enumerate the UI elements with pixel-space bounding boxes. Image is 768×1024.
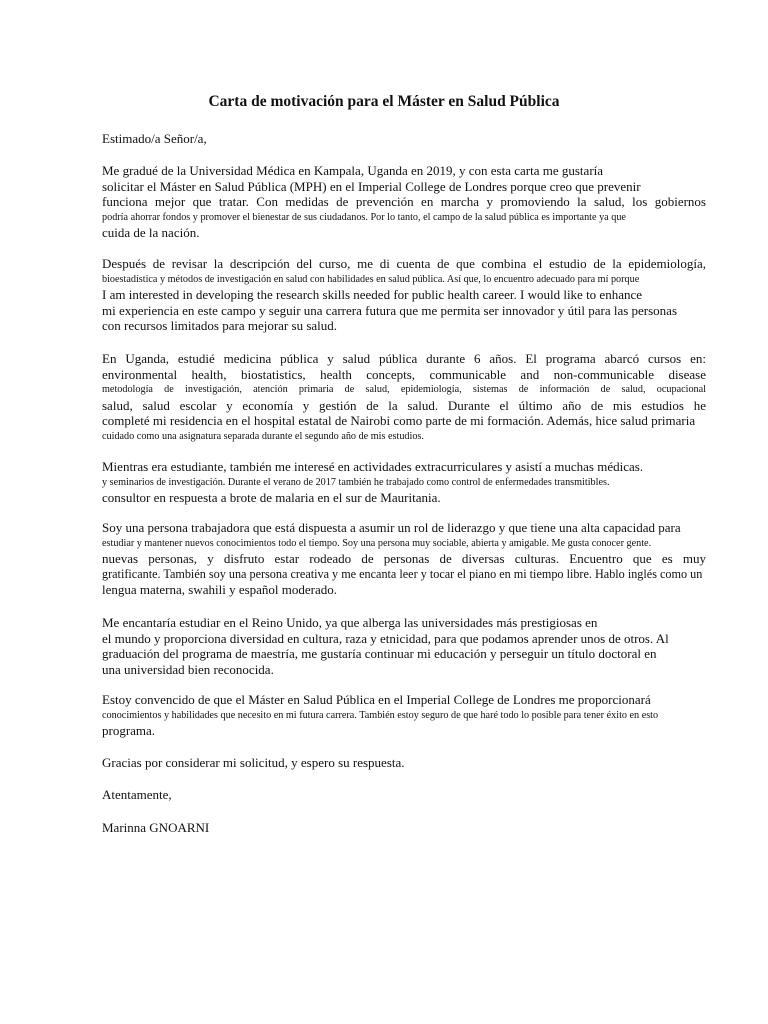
paragraph-line: consultor en respuesta a brote de malaria en el sur de Mauritania. (102, 490, 441, 505)
paragraph-line: con recursos limitados para mejorar su salud. (102, 318, 338, 333)
signature-name: Marinna GNOARNI (102, 820, 210, 835)
paragraph-line: y seminarios de investigación. Durante el verano de 2017 también he trabajado como control de enfermedades transmitibles. (102, 476, 610, 488)
paragraph-line: funciona mejor que tratar. Con medidas de prevención en marcha y promoviendo la salud, los gobiernos (102, 194, 706, 209)
paragraph-line: Soy una persona trabajadora que está dispuesta a asumir un rol de liderazgo y que tiene una alta capacidad para (102, 520, 681, 535)
paragraph-conviction (102, 692, 706, 739)
paragraph-course (102, 256, 706, 334)
paragraph-line: cuida de la nación. (102, 225, 200, 240)
paragraph-line: podría ahorrar fondos y promover el bienestar de sus ciudadanos. Por lo tanto, el campo de la salud pública es importante ya que (102, 211, 626, 223)
paragraph-line: I am interested in developing the research skills needed for public health career. I would like to enhance (102, 287, 643, 302)
signature (102, 820, 706, 836)
paragraph-line: Mientras era estudiante, también me interesé en actividades extracurriculares y asistí a muchas médicas. (102, 459, 644, 474)
paragraph-line: graduación del programa de maestría, me gustaría continuar mi educación y perseguir un título doctoral en (102, 646, 657, 661)
paragraph-line: una universidad bien reconocida. (102, 661, 274, 677)
thanks-line: Gracias por considerar mi solicitud, y espero su respuesta. (102, 755, 405, 770)
paragraph-line: salud, salud escolar y economía y gestión de la salud. Durante el último año de mis estudios he (102, 397, 706, 413)
paragraph-line: metodología de investigación, atención primaria de salud, epidemiología, sistemas de información de salud, ocupacional (102, 384, 706, 395)
paragraph-line: solicitar el Máster en Salud Pública (MPH) en el Imperial College de Londres porque creo que prevenir (102, 178, 641, 194)
paragraph-extracurricular (102, 459, 706, 506)
paragraph-line: lengua materna, swahili y español moderado. (102, 582, 338, 597)
closing-line: Atentamente, (102, 787, 172, 802)
greeting-line: Estimado/a Señor/a, (102, 131, 207, 146)
paragraph-uk (102, 615, 706, 677)
paragraph-personality (102, 520, 706, 598)
paragraph-line: programa. (102, 723, 156, 738)
paragraph-line: completé mi residencia en el hospital estatal de Nairobi como parte de mi formación. Además, hice salud primaria (102, 413, 696, 428)
letter-title: Carta de motivación para el Máster en Salud Pública (208, 93, 560, 110)
paragraph-line: cuidado como una asignatura separada durante el segundo año de mis estudios. (102, 430, 424, 442)
paragraph-line: mi experiencia en este campo y seguir una carrera futura que me permita ser innovador y útil para las personas (102, 302, 678, 318)
paragraph-line: Me gradué de la Universidad Médica en Kampala, Uganda en 2019, y con esta carta me gustaría (102, 163, 604, 178)
paragraph-graduation (102, 163, 706, 241)
paragraph-line: Después de revisar la descripción del curso, me di cuenta de que combina el estudio de la epidemiología, (102, 256, 706, 271)
closing (102, 787, 706, 803)
paragraph-line: nuevas personas, y disfruto estar rodeado de personas de diversas culturas. Encuentro que es muy (102, 551, 706, 566)
greeting (102, 131, 706, 147)
thanks (102, 755, 706, 771)
paragraph-line: En Uganda, estudié medicina pública y salud pública durante 6 años. El programa abarcó cursos en: (102, 351, 706, 366)
paragraph-line: bioestadística y métodos de investigación en salud con habilidades en salud pública. Así que, lo encuentro adecuado para mí porque (102, 273, 640, 285)
paragraph-line: Me encantaría estudiar en el Reino Unido, ya que alberga las universidades más prestigiosas en (102, 615, 598, 630)
paragraph-line: conocimientos y habilidades que necesito en mi futura carrera. También estoy seguro de que haré todo lo posible para tener éxito en esto (102, 709, 659, 721)
paragraph-line: environmental health, biostatistics, health concepts, communicable and non-communicable disease (102, 366, 706, 382)
paragraph-line: gratificante. También soy una persona creativa y me encanta leer y tocar el piano en mi tiempo libre. Hablo inglés como un (102, 566, 703, 581)
paragraph-line: Estoy convencido de que el Máster en Salud Pública en el Imperial College de Londres me proporcionará (102, 692, 651, 707)
paragraph-line: el mundo y proporciona diversidad en cultura, raza y etnicidad, para que podamos aprender unos de otros. Al (102, 630, 669, 646)
paragraph-uganda (102, 351, 706, 444)
paragraph-line: estudiar y mantener nuevos conocimientos todo el tiempo. Soy una persona muy sociable, abierta y amigable. Me gusta conocer gente. (102, 537, 652, 549)
